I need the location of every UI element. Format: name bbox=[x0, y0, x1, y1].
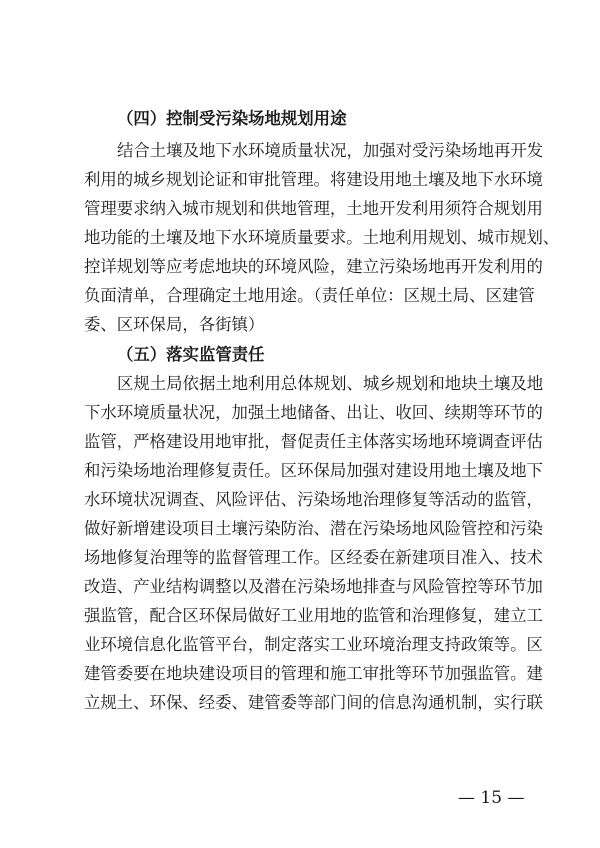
paragraph-line: 区规土局依据土地利用总体规划、城乡规划和地块土壤及地 bbox=[117, 374, 544, 393]
paragraph-line: 监管，严格建设用地审批，督促责任主体落实场地环境调查评估 bbox=[84, 432, 543, 451]
paragraph-line: 水环境状况调查、风险评估、污染场地治理修复等活动的监管， bbox=[84, 490, 543, 509]
paragraph-line: 管理要求纳入城市规划和供地管理，土地开发利用须符合规划用 bbox=[84, 199, 543, 218]
section-heading-4: （四）控制受污染场地规划用途 bbox=[117, 109, 347, 128]
paragraph-line: 控详规划等应考虑地块的环境风险，建立污染场地再开发利用的 bbox=[84, 257, 543, 276]
paragraph-line: 立规土、环保、经委、建管委等部门间的信息沟通机制，实行联 bbox=[84, 693, 543, 712]
paragraph-line: 地功能的土壤及地下水环境质量要求。土地利用规划、城市规划、 bbox=[84, 228, 560, 247]
paragraph-line: 和污染场地治理修复责任。区环保局加强对建设用地土壤及地下 bbox=[84, 461, 543, 480]
page-number: — 15 — bbox=[458, 788, 525, 808]
paragraph-line: 委、区环保局，各街镇） bbox=[84, 315, 265, 334]
paragraph-line: 负面清单，合理确定土地用途。（责任单位：区规土局、区建管 bbox=[84, 286, 535, 305]
paragraph-line: 场地修复治理等的监督管理工作。区经委在新建项目准入、技术 bbox=[84, 548, 543, 567]
paragraph-line: 建管委要在地块建设项目的管理和施工审批等环节加强监管。建 bbox=[84, 664, 543, 683]
paragraph-line: 结合土壤及地下水环境质量状况，加强对受污染场地再开发 bbox=[117, 141, 544, 160]
section-heading-5: （五）落实监管责任 bbox=[117, 345, 265, 364]
paragraph-line: 改造、产业结构调整以及潜在污染场地排查与风险管控等环节加 bbox=[84, 577, 543, 596]
paragraph-line: 强监管，配合区环保局做好工业用地的监管和治理修复，建立工 bbox=[84, 606, 543, 625]
paragraph-line: 利用的城乡规划论证和审批管理。将建设用地土壤及地下水环境 bbox=[84, 170, 543, 189]
paragraph-line: 做好新增建设项目土壤污染防治、潜在污染场地风险管控和污染 bbox=[84, 519, 543, 538]
paragraph-line: 下水环境质量状况，加强土地储备、出让、收回、续期等环节的 bbox=[84, 403, 543, 422]
paragraph-line: 业环境信息化监管平台，制定落实工业环境治理支持政策等。区 bbox=[84, 635, 543, 654]
